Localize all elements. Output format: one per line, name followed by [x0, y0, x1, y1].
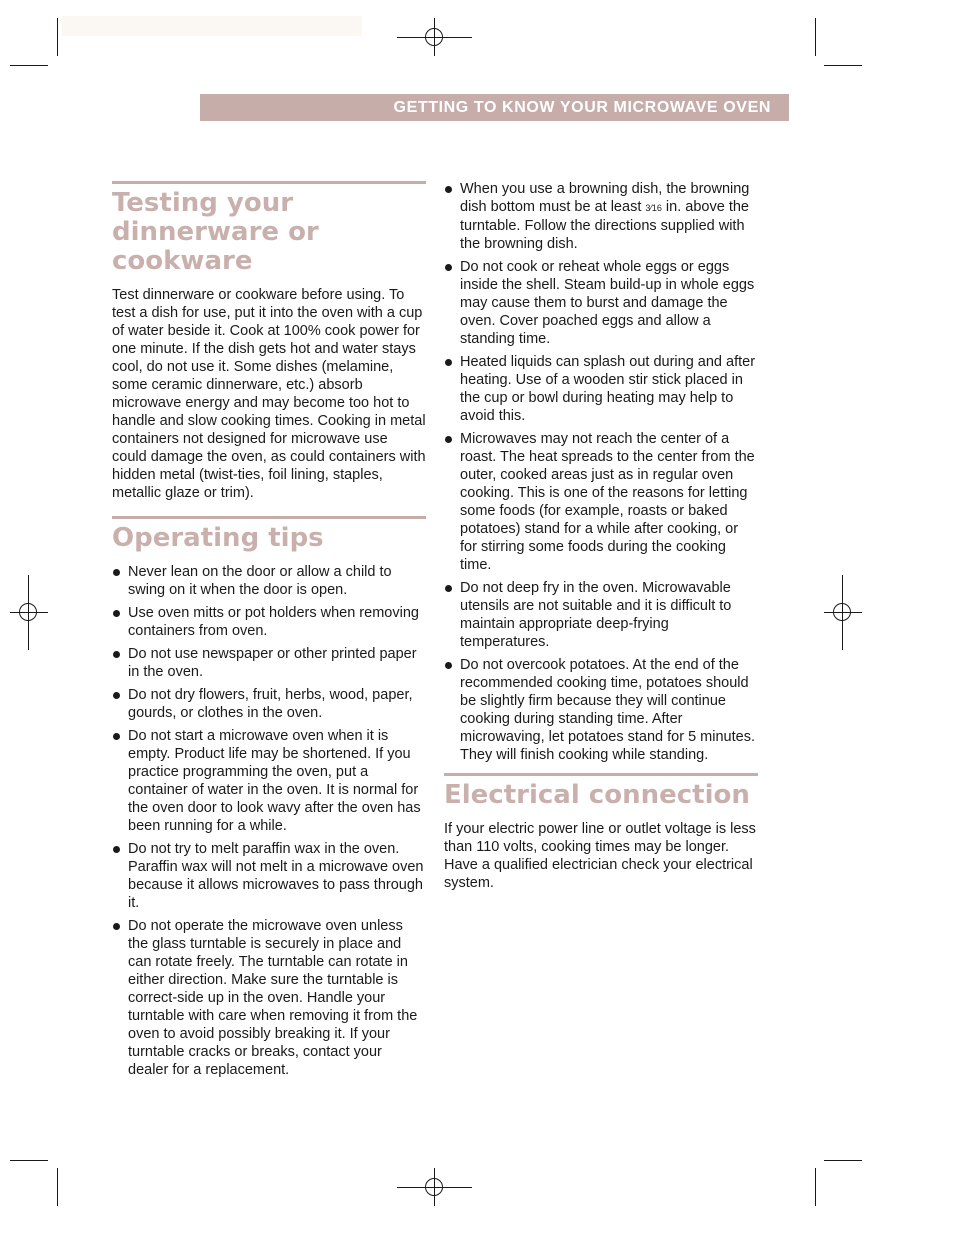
tip-text: Never lean on the door or allow a child to swing on it when the door is open. [128, 564, 392, 598]
bullet-icon [445, 264, 452, 271]
tip-text: Do not overcook potatoes. At the end of the recommended cooking time, potatoes should be slightly firm because they will continue cooking during standing time. After microwaving, let potatoes stand for 5 minutes. They will finish cooking while standing. [460, 657, 755, 763]
crop-mark [824, 65, 862, 66]
tip-text: Do not try to melt paraffin wax in the oven. Paraffin wax will not melt in a microwave oven because it allows microwaves to pass through it. [128, 841, 424, 911]
tip-text: Do not start a microwave oven when it is empty. Product life may be shortened. If you practice programming the oven, put a container of water in the oven. It is normal for the oven door to look wavy after the oven has been running for a while. [128, 728, 421, 834]
bullet-icon [113, 846, 120, 853]
tip-text: Do not use newspaper or other printed paper in the oven. [128, 646, 417, 680]
registration-circle [425, 1178, 443, 1196]
tip-text: Heated liquids can splash out during and after heating. Use of a wooden stir stick placed in the cup or bowl during heating may help to avoid this. [460, 354, 756, 424]
list-item [444, 180, 758, 253]
bullet-icon [113, 610, 120, 617]
section-rule [112, 181, 426, 184]
bullet-icon [445, 359, 452, 366]
crop-mark [10, 1160, 48, 1161]
crop-mark [824, 1160, 862, 1161]
registration-circle [425, 28, 443, 46]
electrical-heading: Electrical connection [444, 780, 750, 810]
section-rule [112, 516, 426, 519]
bullet-icon [113, 733, 120, 740]
crop-mark [10, 65, 48, 66]
tip-text-part: When you use a browning dish, the browning dish bottom must be at least [460, 181, 750, 215]
bullet-icon [445, 662, 452, 669]
bullet-icon [113, 569, 120, 576]
section-rule [444, 773, 758, 776]
operating-tips-list [112, 563, 426, 1079]
tip-text: Do not dry flowers, fruit, herbs, wood, paper, gourds, or clothes in the oven. [128, 687, 413, 721]
right-column [444, 180, 758, 892]
tip-text: Do not operate the microwave oven unless the glass turntable is securely in place and can rotate freely. The turntable can rotate in either direction. Make sure the turntable is correct-side up in the oven. Handle your turntable with care when removing it from the oven to avoid possibly breaking it. If your turntable cracks or breaks, contact your dealer for a replacement. [128, 918, 418, 1078]
list-item [112, 645, 426, 681]
crop-mark [815, 18, 816, 56]
testing-paragraph: Test dinnerware or cookware before using. To test a dish for use, put it into the oven with a cup of water beside it. Cook at 100% cook power for one minute. If the dish gets hot and water stays cool, do not use it. Some dishes (melamine, some ceramic dinnerware, etc.) absorb microwave energy and may become too hot to handle and slow cooking times. Cooking in metal containers not designed for microwave use could damage the oven, as could containers with hidden metal (twist-ties, foil lining, staples, metallic glaze or trim). [112, 287, 426, 501]
list-item [112, 840, 426, 912]
list-item [112, 917, 426, 1079]
electrical-paragraph: If your electric power line or outlet voltage is less than 110 volts, cooking times may be longer. Have a qualified electrician check your electrical system. [444, 821, 756, 891]
list-item [112, 563, 426, 599]
bullet-icon [113, 692, 120, 699]
list-item [112, 604, 426, 640]
testing-heading: Testing your dinnerware or cookware [112, 188, 319, 276]
fraction: 3⁄16 [645, 203, 662, 213]
list-item [444, 430, 758, 574]
crop-mark [57, 1168, 58, 1206]
list-item [444, 579, 758, 651]
list-item [112, 686, 426, 722]
tip-text: Microwaves may not reach the center of a roast. The heat spreads to the center from the outer, cooked areas just as in regular oven cooking. This is one of the reasons for letting some foods (for example, roasts or baked potatoes) stand for a while after cooking, or for stirring some foods during the cooking time. [460, 431, 755, 573]
registration-circle [833, 603, 851, 621]
bullet-icon [113, 651, 120, 658]
list-item [444, 656, 758, 764]
tip-text-part: in. above the turntable. Follow the directions supplied with the browning dish. [460, 199, 749, 252]
bullet-icon [445, 436, 452, 443]
registration-circle [19, 603, 37, 621]
crop-mark [57, 18, 58, 56]
operating-tips-heading: Operating tips [112, 523, 324, 553]
section-banner: GETTING TO KNOW YOUR MICROWAVE OVEN [200, 94, 789, 121]
tip-text: Use oven mitts or pot holders when removing containers from oven. [128, 605, 419, 639]
bullet-icon [113, 923, 120, 930]
page-tint-strip [62, 16, 362, 36]
bullet-icon [445, 186, 452, 193]
tip-text: Do not deep fry in the oven. Microwavable utensils are not suitable and it is difficult to maintain appropriate deep-frying temperatures. [460, 580, 732, 650]
list-item [444, 258, 758, 348]
tip-text: Do not cook or reheat whole eggs or eggs inside the shell. Steam build-up in whole eggs may cause them to burst and damage the oven. Cover poached eggs and allow a standing time. [460, 259, 755, 347]
left-column [112, 181, 426, 1084]
list-item [112, 727, 426, 835]
crop-mark [815, 1168, 816, 1206]
operating-tips-list-continued [444, 180, 758, 764]
bullet-icon [445, 585, 452, 592]
list-item [444, 353, 758, 425]
